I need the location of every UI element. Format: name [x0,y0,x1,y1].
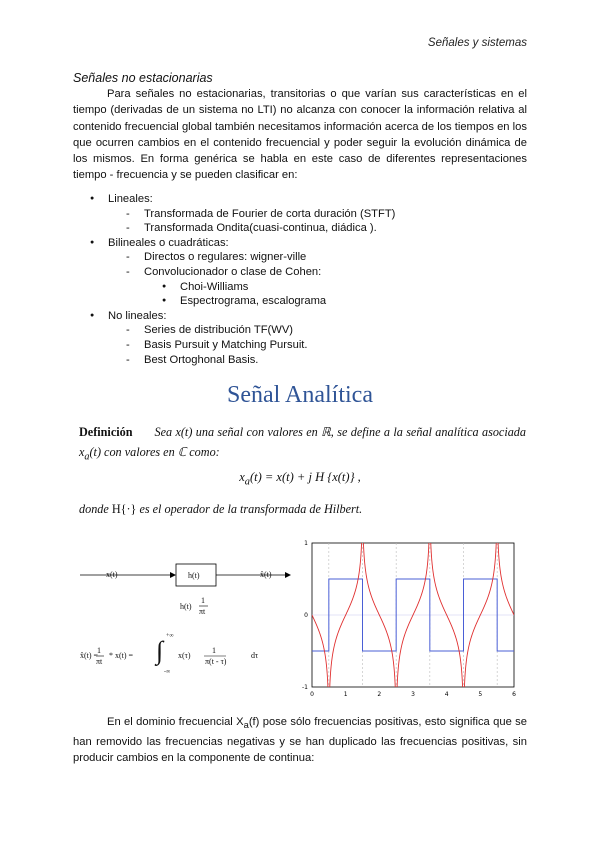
list-item: - Transformada Ondita(cuasi-continua, diádica ). [73,221,527,236]
x-tick-label: 2 [377,691,382,698]
conv-lhs: x̂(t) = [80,651,99,660]
note-operator: H{·} [111,502,137,516]
x-tick-label: 3 [411,691,415,698]
y-tick-label: 1 [304,540,308,547]
x-tick-label: 4 [444,691,449,698]
formula-lhs: x [239,470,245,484]
closing-paragraph [73,714,527,766]
class-bilinear: ● Bilineales o cuadráticas: [73,236,527,251]
conv-frac-numerator: 1 [97,646,101,655]
y-tick-label: -1 [302,684,308,691]
integrand: x(τ) [178,651,191,660]
analytic-signal-title: Señal Analítica [227,382,373,408]
list-item: - Transformada de Fourier de corta duración (STFT) [73,207,527,222]
formula-subscript: a [244,476,250,488]
impulse-label: h(t) [180,602,192,611]
tf-classification-list [73,192,527,367]
list-item: - Basis Pursuit y Matching Pursuit. [73,338,527,353]
section-subtitle: Señales no estacionarias [73,71,213,85]
block-label: h(t) [188,571,200,580]
closing-subscript: a [243,720,249,731]
impulse-numerator: 1 [201,596,205,605]
y-tick-label: 0 [304,612,308,619]
closing-text-start: En el dominio frecuencial X [107,716,244,728]
analytic-formula [0,470,600,488]
x-tick-label: 0 [310,691,314,698]
hilbert-plot [298,540,520,700]
list-subitem: ● Espectrograma, escalograma [73,294,527,309]
definition-text-end: (t) con valores en ℂ como: [89,445,220,459]
class-linear: ● Lineales: [73,192,527,207]
class-nonlinear: ● No lineales: [73,309,527,324]
definition-block [79,422,526,467]
list-item: - Best Ortoghonal Basis. [73,353,527,368]
list-subitem: ● Choi-Williams [73,280,527,295]
conv-frac-denominator: πt [96,657,103,666]
definition-label: Definición [79,425,133,439]
x-tick-label: 1 [343,691,348,698]
differential: dτ [251,651,259,660]
conv-star: * x(t) = [109,651,134,660]
list-item: - Convolucionador o clase de Cohen: [73,265,527,280]
hilbert-operator-note [79,502,362,517]
kernel-numerator: 1 [212,646,216,655]
kernel-denominator: π(t - τ) [205,657,227,666]
impulse-denominator: πt [199,607,206,616]
hilbert-block-diagram [80,550,295,675]
note-suffix: es el operador de la transformada de Hilbert. [139,502,363,516]
x-tick-label: 6 [512,691,516,698]
integral-sign: ∫ [156,636,164,665]
definition-text: Sea x(t) una señal con valores en ℝ, se define a la señal analítica asociada x [79,425,526,459]
intro-paragraph [73,86,527,184]
running-header: Señales y sistemas [427,37,527,49]
integral-lower: -∞ [164,669,171,675]
list-item: - Series de distribución TF(WV) [73,323,527,338]
note-prefix: donde [79,502,109,516]
list-item: - Directos o regulares: wigner-ville [73,250,527,265]
input-label: x(t) [106,570,118,579]
integral-upper: +∞ [166,633,174,639]
definition-subscript: a [84,451,90,463]
formula-rhs: (t) = x(t) + j H {x(t)} , [249,470,361,484]
output-label: x̂(t) [260,570,272,579]
closing-text-end: (f) pose sólo frecuencias positivas, esto significa que se han removido las frecuencias negativas y se han duplicado las frecuencias positivas, sin producir cambios en la componente de continua: [73,716,527,764]
hilbert-plot-svg [298,540,520,700]
intro-text: Para señales no estacionarias, transitorias o que varían sus características en el tiempo (derivadas de un sistema no LTI) no alcanza con conocer la información relativa al contenido frecuencial global también necesitamos información acerca de los tiempos en los que ocurren cambios en el contenido frecuencial y poder seguir la evolución dinámica de los mismos. En forma genérica se habla en este caso de diferentes representaciones tiempo - frecuencia y se pueden clasificar en: [73,88,527,182]
x-tick-label: 5 [478,691,483,698]
